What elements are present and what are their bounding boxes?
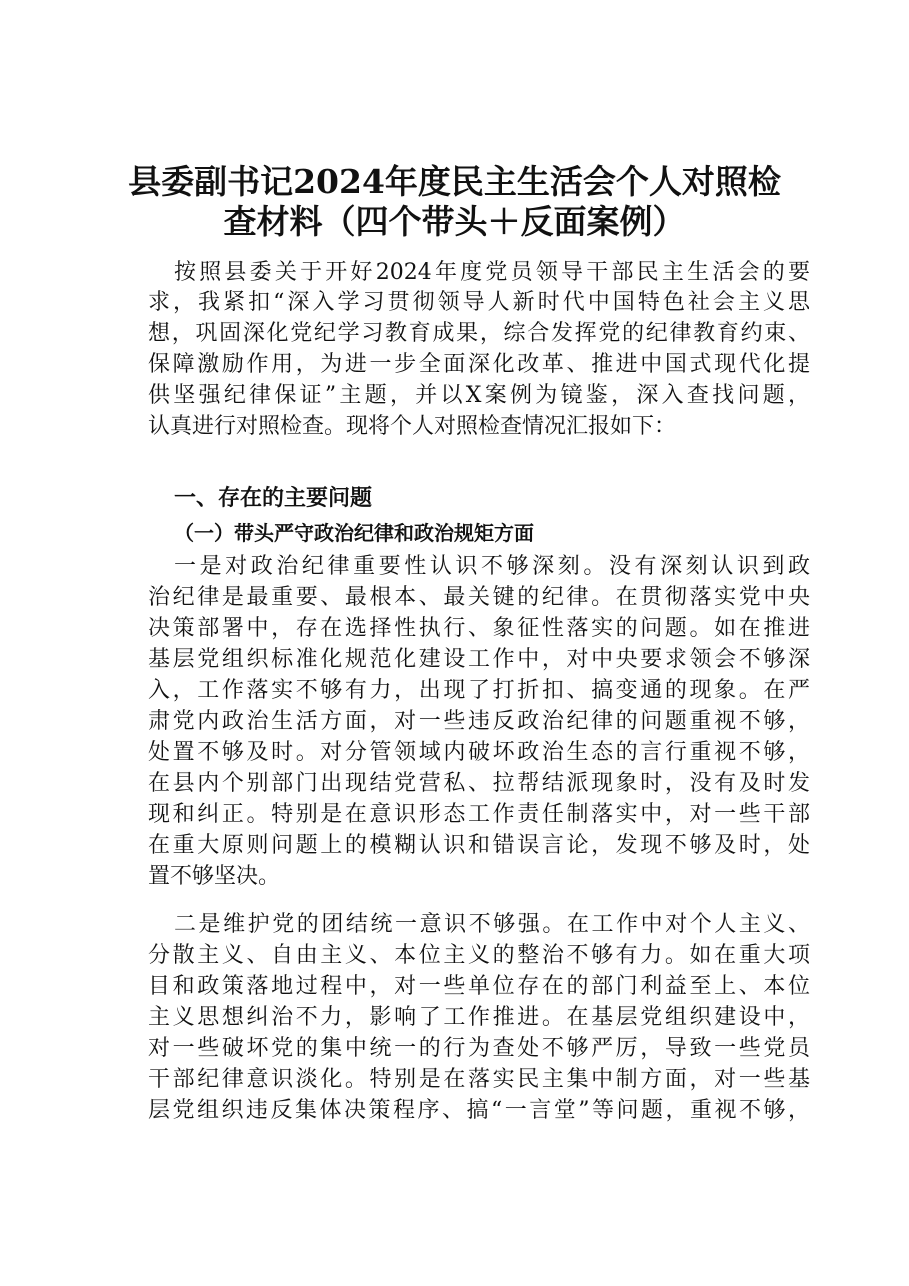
paragraph-line: 决策部署中，存在选择性执行、象征性落实的问题。如在推进: [148, 616, 810, 641]
paragraph-line: 现和纠正。特别是在意识形态工作责任制落实中，对一些干部: [148, 802, 810, 827]
paragraph-line: 干部纪律意识淡化。特别是在落实民主集中制方面，对一些基: [148, 1067, 810, 1092]
paragraph-line: 在重大原则问题上的模糊认识和错误言论，发现不够及时，处: [148, 833, 810, 858]
paragraph-line: 入，工作落实不够有力，出现了打折扣、搞变通的现象。在严: [148, 678, 810, 703]
intro-line: 求，我紧扣“深入学习贯彻领导人新时代中国特色社会主义思: [148, 290, 810, 315]
intro-line: 保障激励作用，为进一步全面深化改革、推进中国式现代化提: [148, 352, 810, 377]
section-heading: 一、存在的主要问题: [174, 486, 373, 511]
document-title-line-1: 县委副书记2024年度民主生活会个人对照检: [128, 162, 781, 201]
paragraph-line: 肃党内政治生活方面，对一些违反政治纪律的问题重视不够，: [148, 709, 810, 734]
paragraph-line: 对一些破坏党的集中统一的行为查处不够严厉，导致一些党员: [148, 1036, 810, 1061]
paragraph-line: 在县内个别部门出现结党营私、拉帮结派现象时，没有及时发: [148, 771, 810, 796]
paragraph-line: 主义思想纠治不力，影响了工作推进。在基层党组织建设中，: [148, 1005, 810, 1030]
paragraph-line: 目和政策落地过程中，对一些单位存在的部门利益至上、本位: [148, 974, 810, 999]
paragraph-line: 一是对政治纪律重要性认识不够深刻。没有深刻认识到政: [174, 554, 810, 579]
paragraph-line: 二是维护党的团结统一意识不够强。在工作中对个人主义、: [174, 912, 810, 937]
intro-line: 供坚强纪律保证”主题，并以X案例为镜鉴，深入查找问题，: [148, 383, 810, 408]
intro-line: 想，巩固深化党纪学习教育成果，综合发挥党的纪律教育约束、: [148, 321, 810, 346]
paragraph-line: 层党组织违反集体决策程序、搞“一言堂”等问题，重视不够，: [148, 1098, 810, 1123]
paragraph-line: 处置不够及时。对分管领域内破坏政治生态的言行重视不够，: [148, 740, 810, 765]
subsection-heading: （一）带头严守政治纪律和政治规矩方面: [174, 521, 534, 545]
paragraph-line: 置不够坚决。: [148, 864, 281, 889]
intro-line: 按照县委关于开好2024年度党员领导干部民主生活会的要: [174, 260, 810, 285]
document-title-line-2: 查材料（四个带头＋反面案例）: [223, 202, 686, 241]
intro-line: 认真进行对照检查。现将个人对照检查情况汇报如下：: [148, 414, 677, 439]
paragraph-line: 基层党组织标准化规范化建设工作中，对中央要求领会不够深: [148, 647, 810, 672]
paragraph-line: 分散主义、自由主义、本位主义的整治不够有力。如在重大项: [148, 943, 810, 968]
paragraph-line: 治纪律是最重要、最根本、最关键的纪律。在贯彻落实党中央: [148, 585, 810, 610]
